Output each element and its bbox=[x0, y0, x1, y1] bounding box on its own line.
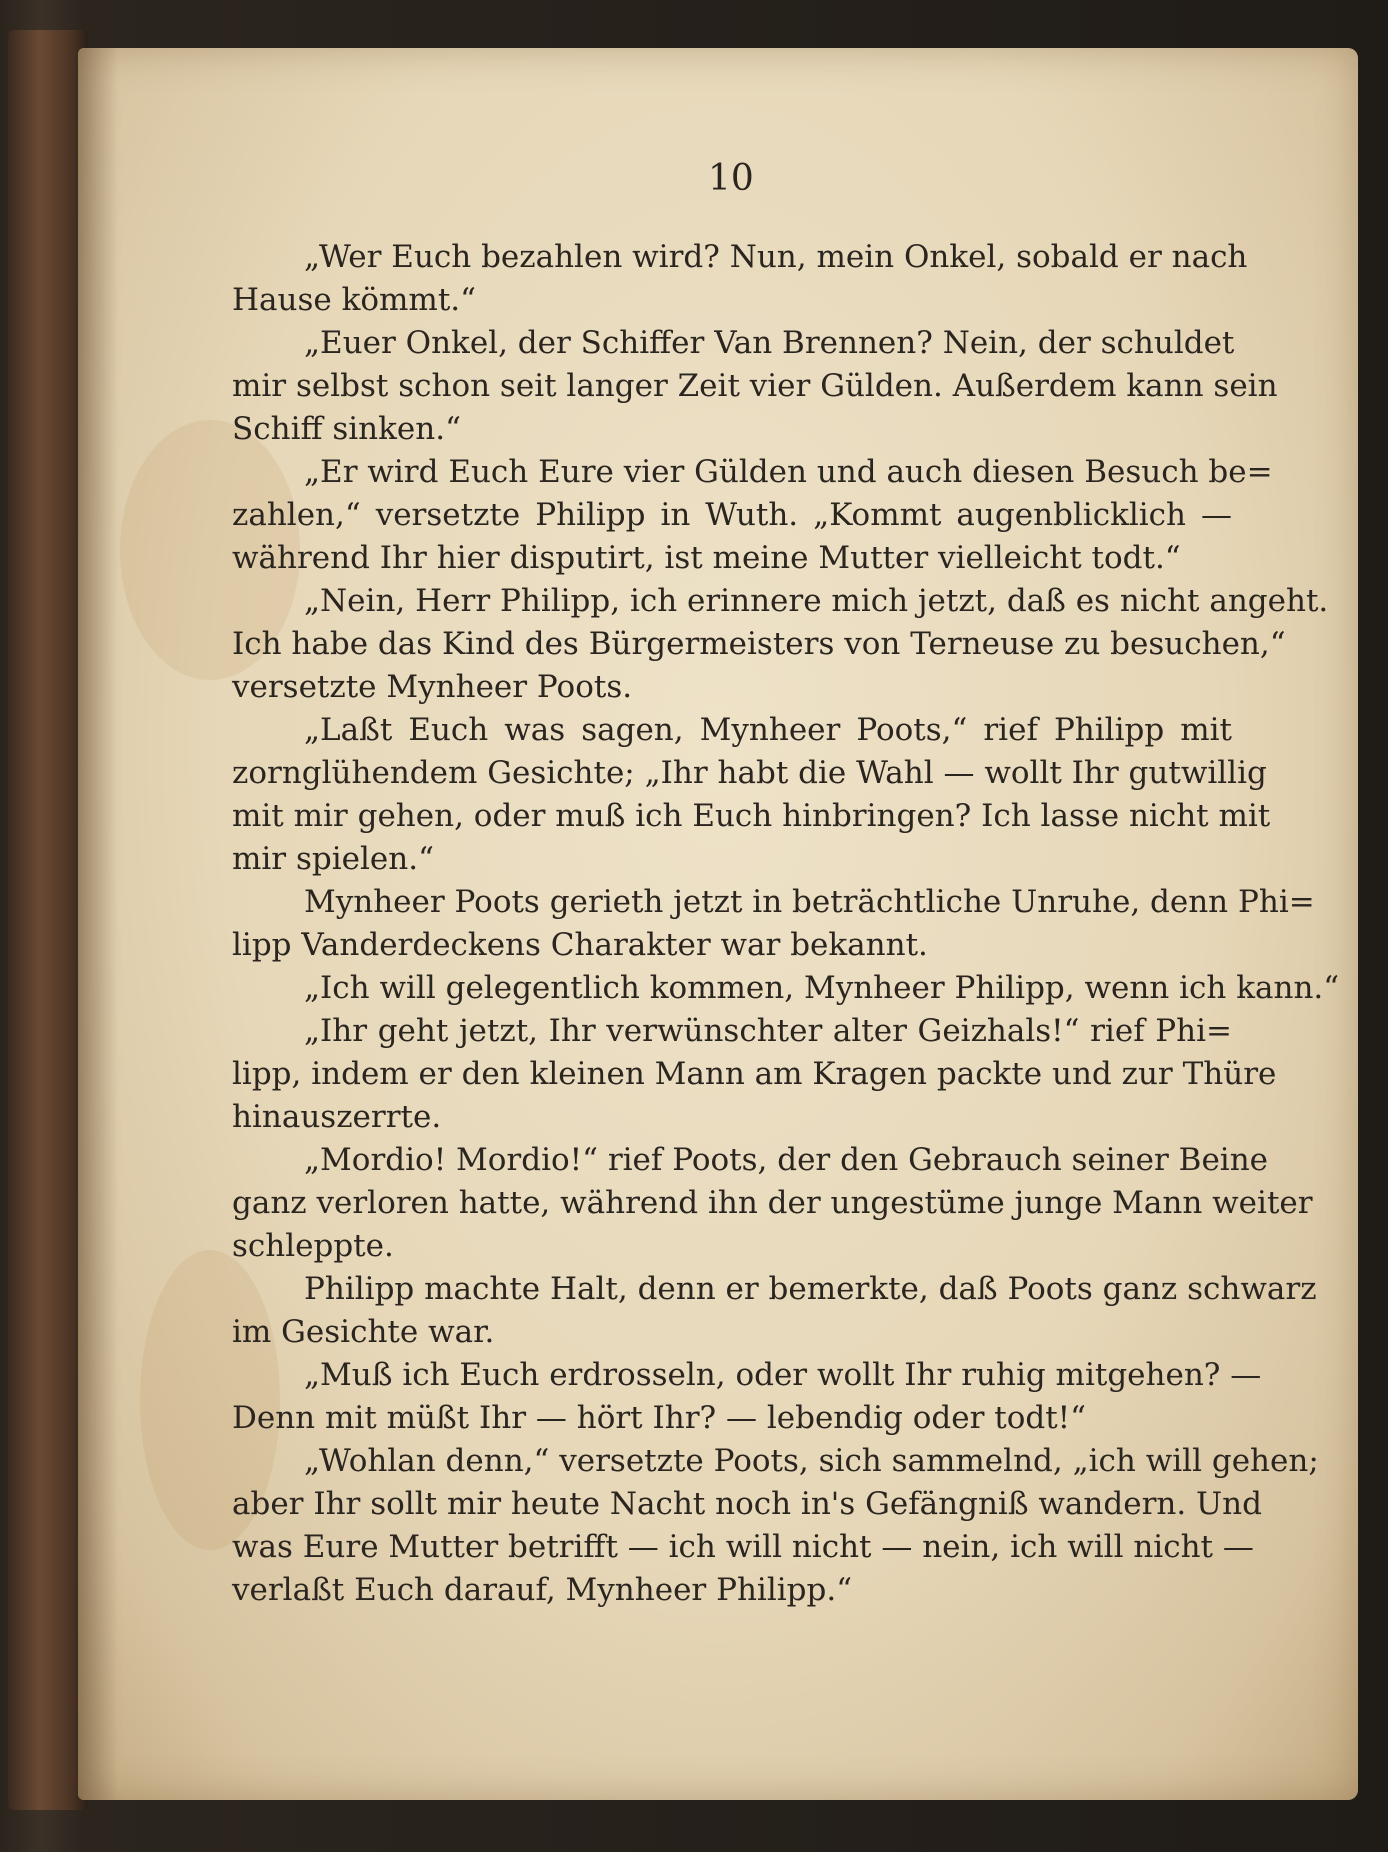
text-line: verlaßt Euch darauf, Mynheer Philipp.“ bbox=[232, 1572, 853, 1608]
text-line: während Ihr hier disputirt, ist meine Mutter vielleicht todt.“ bbox=[232, 540, 1181, 576]
text-line: „Ihr geht jetzt, Ihr verwünschter alter Geizhals!“ rief Phi= bbox=[304, 1013, 1232, 1049]
text-line: Philipp machte Halt, denn er bemerkte, daß Poots ganz schwarz bbox=[304, 1271, 1317, 1307]
text-line: hinauszerrte. bbox=[232, 1099, 442, 1135]
text-line: „Muß ich Euch erdrosseln, oder wollt Ihr ruhig mitgehen? — bbox=[304, 1357, 1262, 1393]
text-line: Denn mit müßt Ihr — hört Ihr? — lebendig oder todt!“ bbox=[232, 1400, 1086, 1436]
text-line: mir selbst schon seit langer Zeit vier Gülden. Außerdem kann sein bbox=[232, 368, 1278, 404]
text-line: schleppte. bbox=[232, 1228, 394, 1264]
text-line: Schiff sinken.“ bbox=[232, 411, 461, 447]
text-line: zornglühendem Gesichte; „Ihr habt die Wahl — wollt Ihr gutwillig bbox=[232, 755, 1267, 791]
page-gutter-shadow bbox=[78, 48, 118, 1800]
text-line: „Nein, Herr Philipp, ich erinnere mich jetzt, daß es nicht angeht. bbox=[304, 583, 1329, 619]
text-line: im Gesichte war. bbox=[232, 1314, 495, 1350]
text-line: Ich habe das Kind des Bürgermeisters von Terneuse zu besuchen,“ bbox=[232, 626, 1286, 662]
text-line: „Er wird Euch Eure vier Gülden und auch diesen Besuch be= bbox=[304, 454, 1273, 490]
text-line: Mynheer Poots gerieth jetzt in beträchtliche Unruhe, denn Phi= bbox=[304, 884, 1315, 920]
text-line: zahlen,“ versetzte Philipp in Wuth. „Kommt augenblicklich — bbox=[232, 497, 1232, 533]
text-line: „Ich will gelegentlich kommen, Mynheer Philipp, wenn ich kann.“ bbox=[304, 970, 1340, 1006]
text-line: lipp, indem er den kleinen Mann am Kragen packte und zur Thüre bbox=[232, 1056, 1277, 1092]
text-line: Hause kömmt.“ bbox=[232, 282, 476, 318]
text-line: lipp Vanderdeckens Charakter war bekannt. bbox=[232, 927, 928, 963]
text-line: mir spielen.“ bbox=[232, 841, 434, 877]
text-line: „Euer Onkel, der Schiffer Van Brennen? Nein, der schuldet bbox=[304, 325, 1235, 361]
text-line: aber Ihr sollt mir heute Nacht noch in's Gefängniß wandern. Und bbox=[232, 1486, 1262, 1522]
text-line: ganz verloren hatte, während ihn der ungestüme junge Mann weiter bbox=[232, 1185, 1313, 1221]
text-line: mit mir gehen, oder muß ich Euch hinbringen? Ich lasse nicht mit bbox=[232, 798, 1271, 834]
text-line: „Mordio! Mordio!“ rief Poots, der den Gebrauch seiner Beine bbox=[304, 1142, 1269, 1178]
text-line: versetzte Mynheer Poots. bbox=[232, 669, 633, 705]
text-line: „Wohlan denn,“ versetzte Poots, sich sammelnd, „ich will gehen; bbox=[304, 1443, 1319, 1479]
text-line: „Laßt Euch was sagen, Mynheer Poots,“ rief Philipp mit bbox=[304, 712, 1232, 748]
book-spine-edge bbox=[8, 30, 88, 1810]
text-line: was Eure Mutter betrifft — ich will nicht — nein, ich will nicht — bbox=[232, 1529, 1254, 1565]
page-number: 10 bbox=[708, 158, 754, 199]
text-line: „Wer Euch bezahlen wird? Nun, mein Onkel, sobald er nach bbox=[304, 239, 1248, 275]
body-text bbox=[232, 236, 1340, 1612]
